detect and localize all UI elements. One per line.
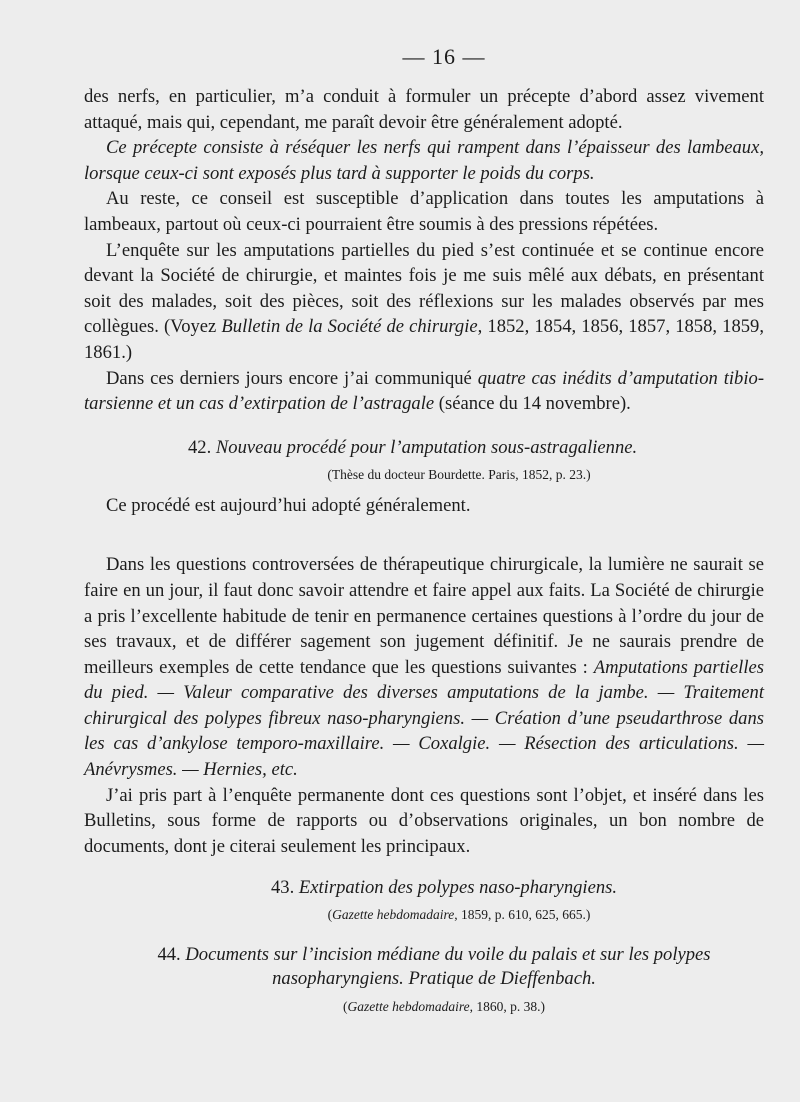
entry-43-source-rest: , 1859, p. 610, 625, 665.) — [454, 907, 591, 923]
entry-44-source-rest: , 1860, p. 38.) — [469, 999, 545, 1015]
entry-42-comment: Ce procédé est aujourd’hui adopté généralement. — [106, 494, 471, 516]
entry-43-journal: Gazette hebdomadaire — [332, 907, 455, 923]
paragraph-nerves: des nerfs, en particulier, m’a conduit à formuler un précepte d’abord assez vivement attaqué, mais qui, cependant, me paraît devoir être généralement adopté. — [84, 86, 764, 133]
recent-cases-text: Dans ces derniers jours encore j’ai communiqué — [106, 367, 478, 389]
paragraph-controversies — [84, 552, 764, 782]
page-number: — 16 — — [402, 44, 486, 69]
entry-43-title-text: Extirpation des polypes naso-pharyngiens. — [298, 877, 618, 899]
entry-44-title — [84, 943, 764, 991]
bulletin-title: Bulletin de la Société de chirurgie — [221, 316, 478, 338]
paragraph-recent-cases — [84, 366, 764, 417]
entry-44-subtitle: Pratique de Dieffenbach. — [408, 968, 596, 990]
entry-44-title-text: Documents sur l’incision médiane du voile du palais et sur les polypes nasopharyngiens. — [185, 944, 711, 990]
paragraph-advice: Au reste, ce conseil est susceptible d’application dans toutes les amputations à lambeaux, partout où ceux-ci pourraient être soumis à des pressions répétées. — [84, 188, 764, 235]
paragraph-participation: J’ai pris part à l’enquête permanente dont ces questions sont l’objet, et inséré dans les Bulletins, sous forme de rapports ou d’observations originales, un bon nombre de documents, dont je citerai seulement les principaux. — [84, 784, 764, 857]
entry-43-title — [84, 875, 764, 901]
recent-cases-session: (séance du 14 novembre). — [434, 393, 631, 415]
enquiry-text: L’enquête sur les amputations partielles du pied s’est continuée et se continue encore devant la Société de chirurgie, et maintes fois je me suis mêlé aux débats, en présentant soit des malades, soit des pièces, soit des réflexions sur les malades observés par mes collègues. (Voyez — [84, 239, 764, 338]
entry-42-title-text: Nouveau procédé pour l’amputation sous-astragalienne. — [215, 436, 638, 458]
entry-44-journal: Gazette hebdomadaire — [347, 999, 470, 1015]
controversies-text: Dans les questions controversées de thérapeutique chirurgicale, la lumière ne saurait se faire en un jour, il faut donc savoir attendre et faire appel aux faits. La Société de chirurgie a pris l’excellente habitude de tenir en permanence certaines questions à l’ordre du jour de ses travaux, et de différer sagement son jugement définitif. Je ne saurais prendre de meilleurs exemples de cette tendance que les questions suivantes : — [84, 554, 764, 678]
entry-42-source: (Thèse du docteur Bourdette. Paris, 1852, p. 23.) — [327, 466, 591, 482]
entry-43-number: 43. — [270, 877, 295, 899]
controversies-topics: Amputations partielles du pied. — Valeur comparative des diverses amputations de la jambe. — Traitement chirurgical des polypes fibreux naso-pharyngiens. — Création d’une pseudarthrose dans les cas d’ankylose temporo-maxillaire. — Coxalgie. — Résection des articulations. — Anévrysmes. — Hernies, etc. — [84, 656, 764, 781]
entry-43-source: (Gazette hebdomadaire, 1859, p. 610, 625, 665.) — [327, 907, 591, 923]
entry-44-number: 44. — [157, 944, 181, 966]
entry-42-number: 42. — [188, 436, 212, 458]
entry-44-source: (Gazette hebdomadaire, 1860, p. 38.) — [343, 999, 545, 1015]
entry-42-title — [84, 435, 764, 461]
enquiry-years: , 1852, 1854, 1856, 1857, 1858, 1859, 1861.) — [84, 316, 765, 363]
paragraph-enquiry — [84, 238, 764, 366]
paragraph-precept: Ce précepte consiste à réséquer les nerfs qui rampent dans l’épaisseur des lambeaux, lorsque ceux-ci sont exposés plus tard à supporter le poids du corps. — [84, 137, 764, 184]
recent-cases-italic: quatre cas inédits d’amputation tibio-tarsienne et un cas d’extirpation de l’astragale — [84, 367, 765, 415]
